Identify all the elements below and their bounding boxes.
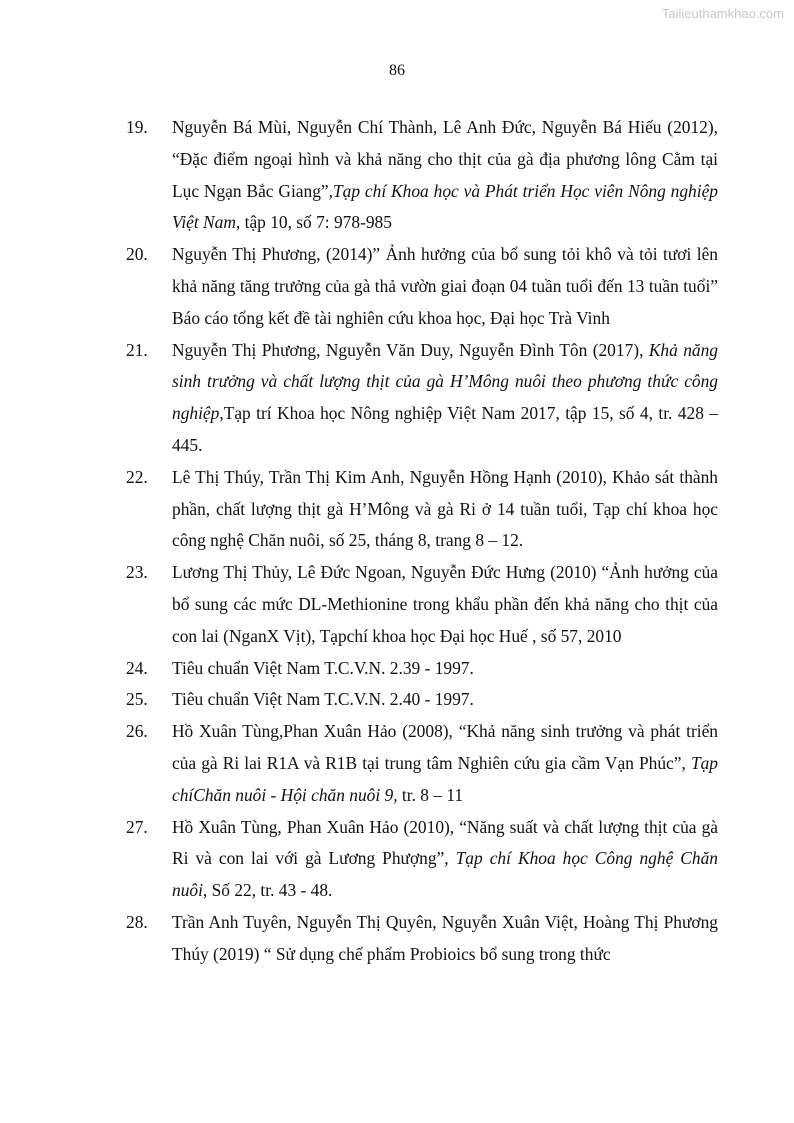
reference-segment: Nguyễn Bá Mùi, Nguyễn Chí Thành, Lê Anh Đức, Nguyễn Bá Hiếu (2012), “Đặc điểm ngoại hình và khả năng cho thịt của gà địa phương lông Cằm tại Lục Ngạn Bắc Giang”, (172, 117, 718, 201)
reference-segment: Lê Thị Thúy, Trần Thị Kim Anh, Nguyễn Hồng Hạnh (2010), Khảo sát thành phần, chất lượng thịt gà H’Mông và gà Ri ở 14 tuần tuổi, Tạp chí khoa học công nghệ Chăn nuôi, số 25, tháng 8, trang 8 – 12. (172, 466, 718, 551)
reference-segment: tập 10, số 7: 978-985 (240, 212, 392, 233)
reference-entry (126, 716, 718, 811)
reference-italic-segment: Tạp chí Khoa học và Phát triển Học viên Nông nghiệp Việt Nam, (172, 180, 718, 233)
reference-number: 24. (126, 657, 148, 678)
reference-segment: Lương Thị Thủy, Lê Đức Ngoan, Nguyễn Đức Hưng (2010) “Ảnh hưởng của bổ sung các mức DL-Methionine trong khẩu phần đến khả năng cho thịt của con lai (NganX Vịt), Tạpchí khoa học Đại học Huế , số 57, 2010 (172, 562, 718, 646)
reference-text (172, 684, 718, 716)
reference-number: 20. (126, 244, 148, 265)
reference-segment: ,Tạp trí Khoa học Nông nghiệp Việt Nam 2017, tập 15, số 4, tr. 428 – 445. (172, 403, 718, 455)
reference-segment: Trần Anh Tuyên, Nguyễn Thị Quyên, Nguyễn Xuân Việt, Hoàng Thị Phương Thúy (2019) “ Sử dụng chế phẩm Probioics bổ sung trong thức (172, 911, 718, 964)
reference-text (172, 239, 718, 334)
reference-segment: , Số 22, tr. 43 - 48. (202, 880, 333, 901)
reference-entry (126, 462, 718, 557)
reference-number: 19. (126, 117, 148, 137)
reference-text (172, 335, 718, 462)
reference-text (172, 812, 718, 907)
reference-number: 22. (126, 466, 148, 487)
page-number: 86 (389, 62, 405, 79)
reference-text (172, 907, 718, 971)
reference-number: 23. (126, 562, 148, 583)
reference-segment: Nguyễn Thị Phương, (2014)” Ảnh hưởng của bổ sung tỏi khô và tỏi tươi lên khả năng tăng trưởng của gà thả vườn giai đoạn 04 tuần tuổi đến 13 tuần tuổi” Báo cáo tổng kết đề tài nghiên cứu khoa học, Đại học Trà Vinh (172, 244, 718, 328)
reference-number: 21. (126, 339, 148, 360)
watermark: Tailieuthamkhao.com (661, 6, 784, 21)
reference-text (172, 716, 718, 811)
reference-number: 26. (126, 721, 148, 742)
reference-entry (126, 112, 718, 239)
reference-segment: Hồ Xuân Tùng,Phan Xuân Hảo (2008), “Khả năng sinh trưởng và phát triển của gà Ri lai R1A và R1B tại trung tâm Nghiên cứu gia cầm Vạn Phúc”, (172, 721, 718, 773)
reference-italic-segment: Khả năng sinh trưởng và chất lượng thịt của gà H’Mông nuôi theo phương thức công nghiệp (172, 339, 719, 424)
reference-text (172, 557, 718, 652)
reference-text (172, 653, 718, 685)
reference-number: 25. (126, 689, 148, 710)
reference-entry (126, 335, 718, 462)
reference-number: 27. (126, 816, 148, 837)
reference-entry (126, 557, 718, 652)
reference-segment: Tiêu chuẩn Việt Nam T.C.V.N. 2.39 - 1997. (172, 657, 474, 678)
reference-text (172, 112, 718, 239)
reference-text (172, 462, 718, 557)
reference-italic-segment: Tạp chí Khoa học Công nghệ Chăn nuôi (172, 848, 718, 901)
reference-entry (126, 907, 718, 971)
reference-number: 28. (126, 911, 148, 932)
reference-entry (126, 812, 718, 907)
reference-list (126, 112, 718, 971)
reference-segment: Hồ Xuân Tùng, Phan Xuân Hảo (2010), “Năng suất và chất lượng thịt của gà Ri và con lai với gà Lương Phượng”, (172, 816, 718, 869)
reference-entry (126, 684, 718, 716)
reference-entry (126, 239, 718, 334)
reference-entry (126, 653, 718, 685)
reference-segment: Tiêu chuẩn Việt Nam T.C.V.N. 2.40 - 1997. (172, 689, 474, 710)
reference-segment: Nguyễn Thị Phương, Nguyễn Văn Duy, Nguyễn Đình Tôn (2017), (172, 339, 649, 360)
reference-italic-segment: Tạp chíChăn nuôi - Hội chăn nuôi 9, (172, 752, 718, 805)
reference-segment: tr. 8 – 11 (397, 784, 464, 805)
